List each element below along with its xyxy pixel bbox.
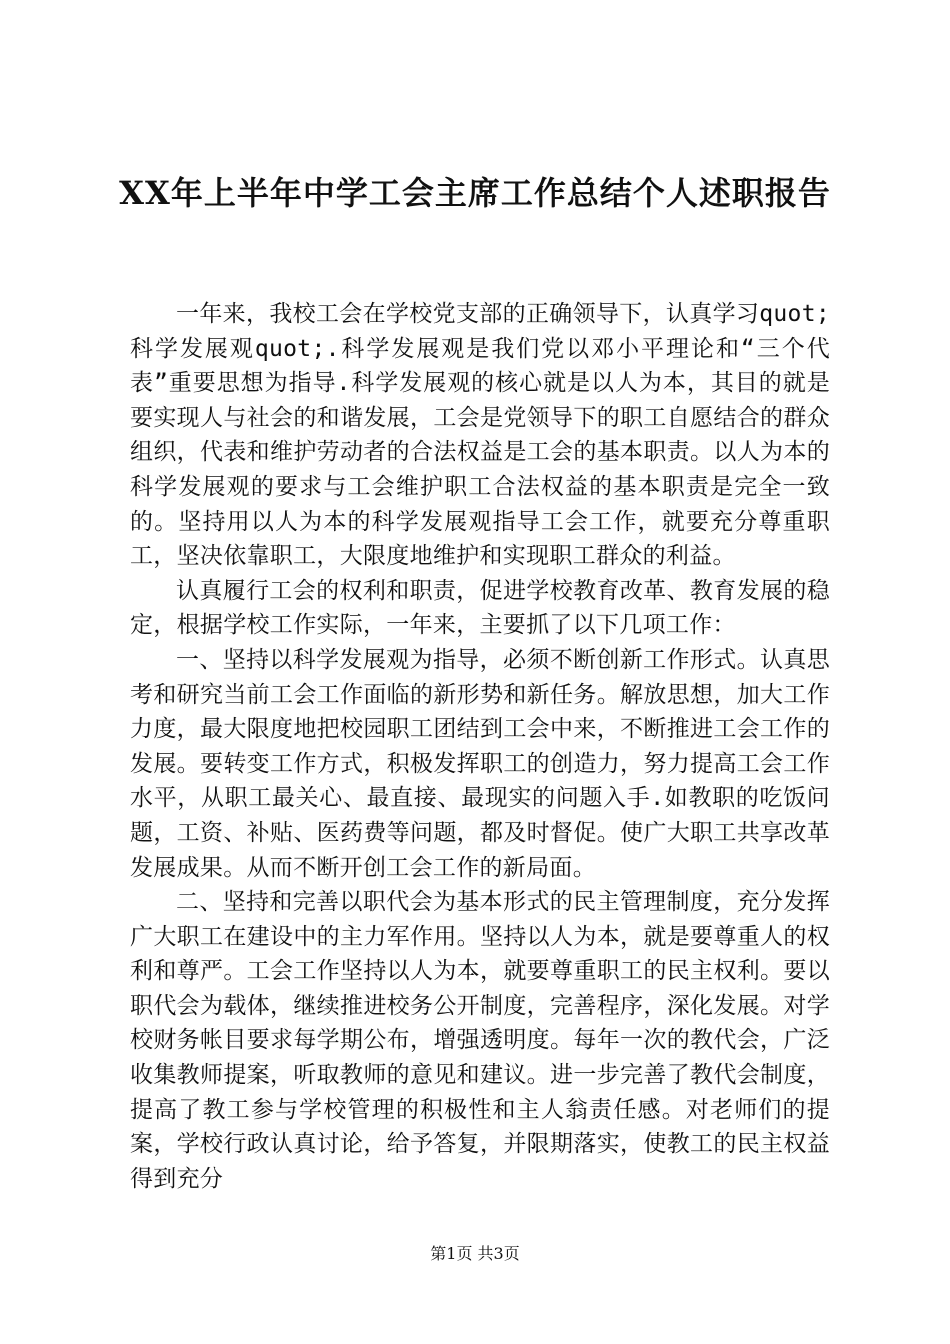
paragraph: 一年来，我校工会在学校党支部的正确领导下，认真学习quot;科学发展观quot;.科学发展观是我们党以邓小平理论和“三个代表”重要思想为指导.科学发展观的核心就是以人为本，其目的就是要实现人与社会的和谐发展，工会是党领导下的职工自愿结合的群众组织，代表和维护劳动者的合法权益是工会的基本职责。以人为本的科学发展观的要求与工会维护职工合法权益的基本职责是完全一致的。坚持用以人为本的科学发展观指导工会工作，就要充分尊重职工，坚决依靠职工，大限度地维护和实现职工群众的利益。 <box>130 301 830 570</box>
page-footer: 第1页 共3页 <box>430 1244 520 1263</box>
paragraph: 二、坚持和完善以职代会为基本形式的民主管理制度，充分发挥广大职工在建设中的主力军作用。坚持以人为本，就是要尊重人的权利和尊严。工会工作坚持以人为本，就要尊重职工的民主权利。要以职代会为载体，继续推进校务公开制度，完善程序，深化发展。对学校财务帐目要求每学期公布，增强透明度。每年一次的教代会，广泛收集教师提案，听取教师的意见和建议。进一步完善了教代会制度，提高了教工参与学校管理的积极性和主人翁责任感。对老师们的提案，学校行政认真讨论，给予答复，并限期落实，使教工的民主权益得到充分 <box>130 889 830 1192</box>
paragraph: 一、坚持以科学发展观为指导，必须不断创新工作形式。认真思考和研究当前工会工作面临的新形势和新任务。解放思想，加大工作力度，最大限度地把校园职工团结到工会中来，不断推进工会工作的发展。要转变工作方式，积极发挥职工的创造力，努力提高工会工作水平，从职工最关心、最直接、最现实的问题入手.如教职的吃饭问题，工资、补贴、医药费等问题，都及时督促。使广大职工共享改革发展成果。从而不断开创工会工作的新局面。 <box>130 646 830 881</box>
document-body <box>130 297 830 1196</box>
paragraph: 认真履行工会的权利和职责，促进学校教育改革、教育发展的稳定，根据学校工作实际，一年来，主要抓了以下几项工作： <box>130 577 830 639</box>
document-title: XX年上半年中学工会主席工作总结个人述职报告 <box>119 174 831 212</box>
